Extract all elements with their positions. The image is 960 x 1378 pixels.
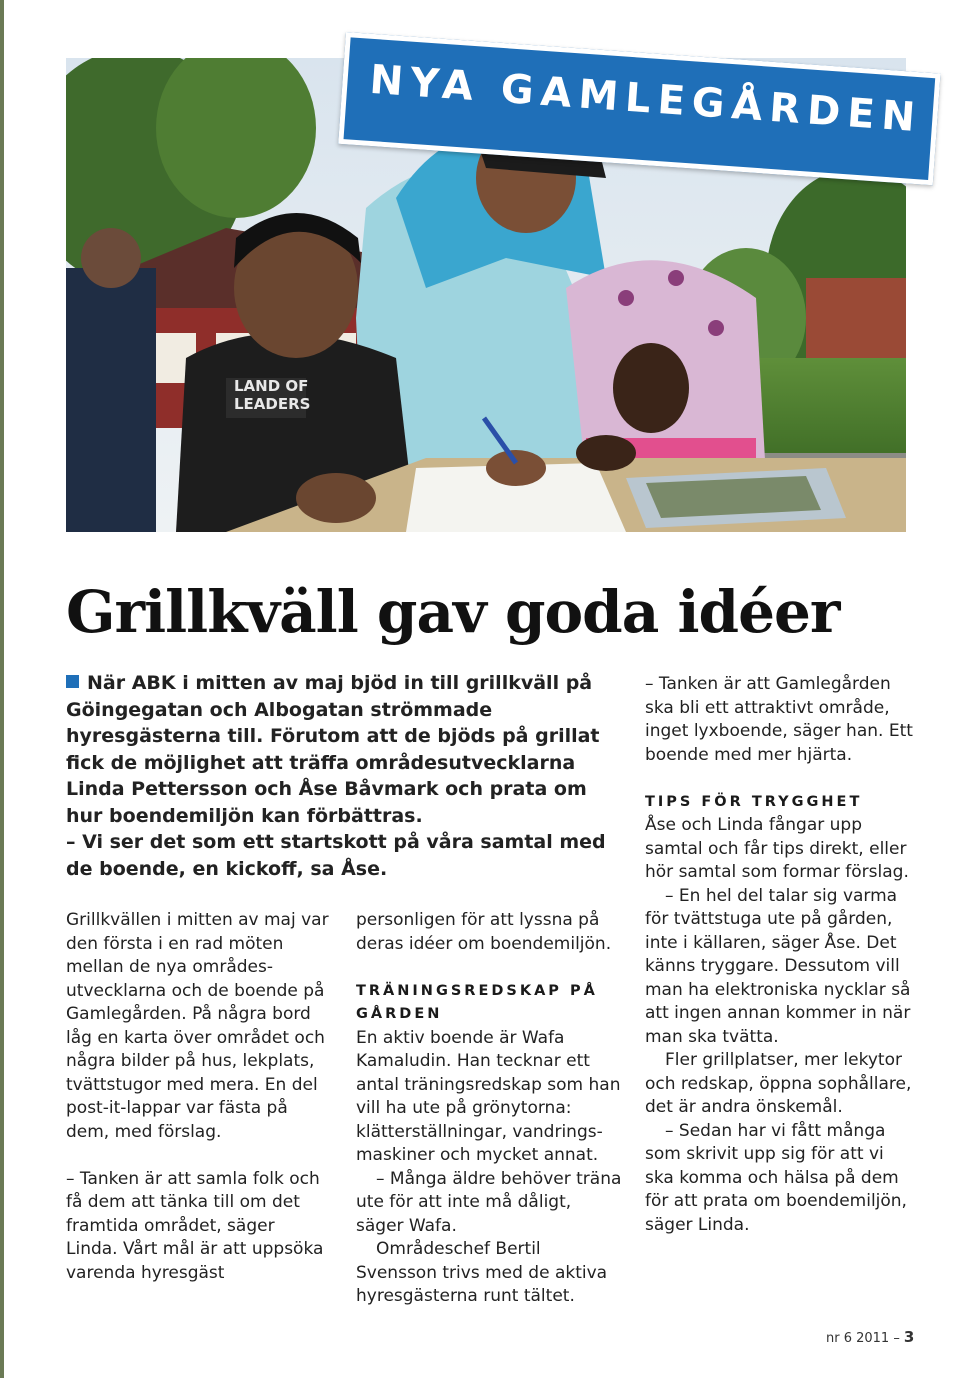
col2-paragraph-3: Områdeschef Bertil Svensson trivs med de aktiva hyresgästerna runt tältet. xyxy=(356,1239,608,1306)
page-number: 3 xyxy=(903,1328,915,1346)
page-edge xyxy=(0,0,4,1378)
page-folio xyxy=(826,1328,914,1346)
lead-square-icon xyxy=(66,675,79,688)
col1-paragraph-2: – Tanken är att samla folk och få dem att tänka till om det framtida området, säger Linda. Vårt mål är att uppsöka varenda hyresgäst xyxy=(66,1168,324,1283)
body-column-2 xyxy=(356,909,624,1309)
col2-paragraph-1: En aktiv boende är Wafa Kamaludin. Han tecknar ett antal träningsredskap som han vill ha ute på grönytorna: klätterställningar, vandringsmaskiner och mycket annat. xyxy=(356,1027,621,1165)
subhead-tips-for-trygghet: TIPS FÖR TRYGGHET xyxy=(645,793,863,810)
issue-label: nr 6 2011 – xyxy=(826,1331,900,1346)
article-lead xyxy=(66,670,626,882)
col3-paragraph-1: Åse och Linda fångar upp samtal och får tips direkt, eller hör samtal som formar förslag. xyxy=(645,815,909,882)
shirt-print-2: LEADERS xyxy=(234,395,311,413)
col3-intro: – Tanken är att Gamlegården ska bli ett attraktivt område, inget lyxboende, säger han. Ett boende med mer hjärta. xyxy=(645,674,913,765)
lead-text: När ABK i mitten av maj bjöd in till grillkväll på Göingegatan och Albogatan strömmade hyresgästerna till. Förutom att de bjöds på grillat fick de möjlighet att träffa områdesutvecklarna Linda Pettersson och Åse Båvmark och prata om hur boendemiljön kan förbättras. xyxy=(66,672,600,827)
article-headline: Grillkväll gav goda idéer xyxy=(66,578,840,646)
col1-paragraph-1: Grillkvällen i mitten av maj var den första i en rad möten mellan de nya områdesutvecklarna och de boende på Gamlegården. På några bord låg en karta över området och några bilder på hus, lekplats, tvättstugor med mera. En del post-it-lappar var fästa på dem, med förslag. xyxy=(66,910,329,1142)
body-column-3 xyxy=(645,673,915,1237)
subhead-traningsredskap: TRÄNINGSREDSKAP PÅ GÅRDEN xyxy=(356,982,598,1022)
lead-quote: – Vi ser det som ett startskott på våra samtal med de boende, en kickoff, sa Åse. xyxy=(66,831,606,880)
body-column-1 xyxy=(66,909,331,1285)
banner-label: NYA GAMLEGÅRDEN xyxy=(368,56,924,142)
col3-paragraph-3: Fler grillplatser, mer lekytor och redskap, öppna sophållare, det är andra önskemål. xyxy=(645,1050,912,1117)
shirt-print: LAND OF xyxy=(234,377,309,395)
col2-intro: personligen för att lyssna på deras idéer om boendemiljön. xyxy=(356,910,612,954)
col3-paragraph-2: – En hel del talar sig varma för tvättstuga ute på gården, inte i källaren, säger Åse. Det känns tryggare. Dessutom vill man ha elektroniska nycklar så att ingen annan kommer in när man ska tvätta. xyxy=(645,885,911,1047)
col3-paragraph-4: – Sedan har vi fått många som skrivit upp sig för att vi ska komma och hälsa på dem för att prata om boendemiljön, säger Linda. xyxy=(645,1120,907,1235)
col2-paragraph-2: – Många äldre behöver träna ute för att inte må dåligt, säger Wafa. xyxy=(356,1168,622,1236)
lead-paragraph xyxy=(66,670,626,829)
